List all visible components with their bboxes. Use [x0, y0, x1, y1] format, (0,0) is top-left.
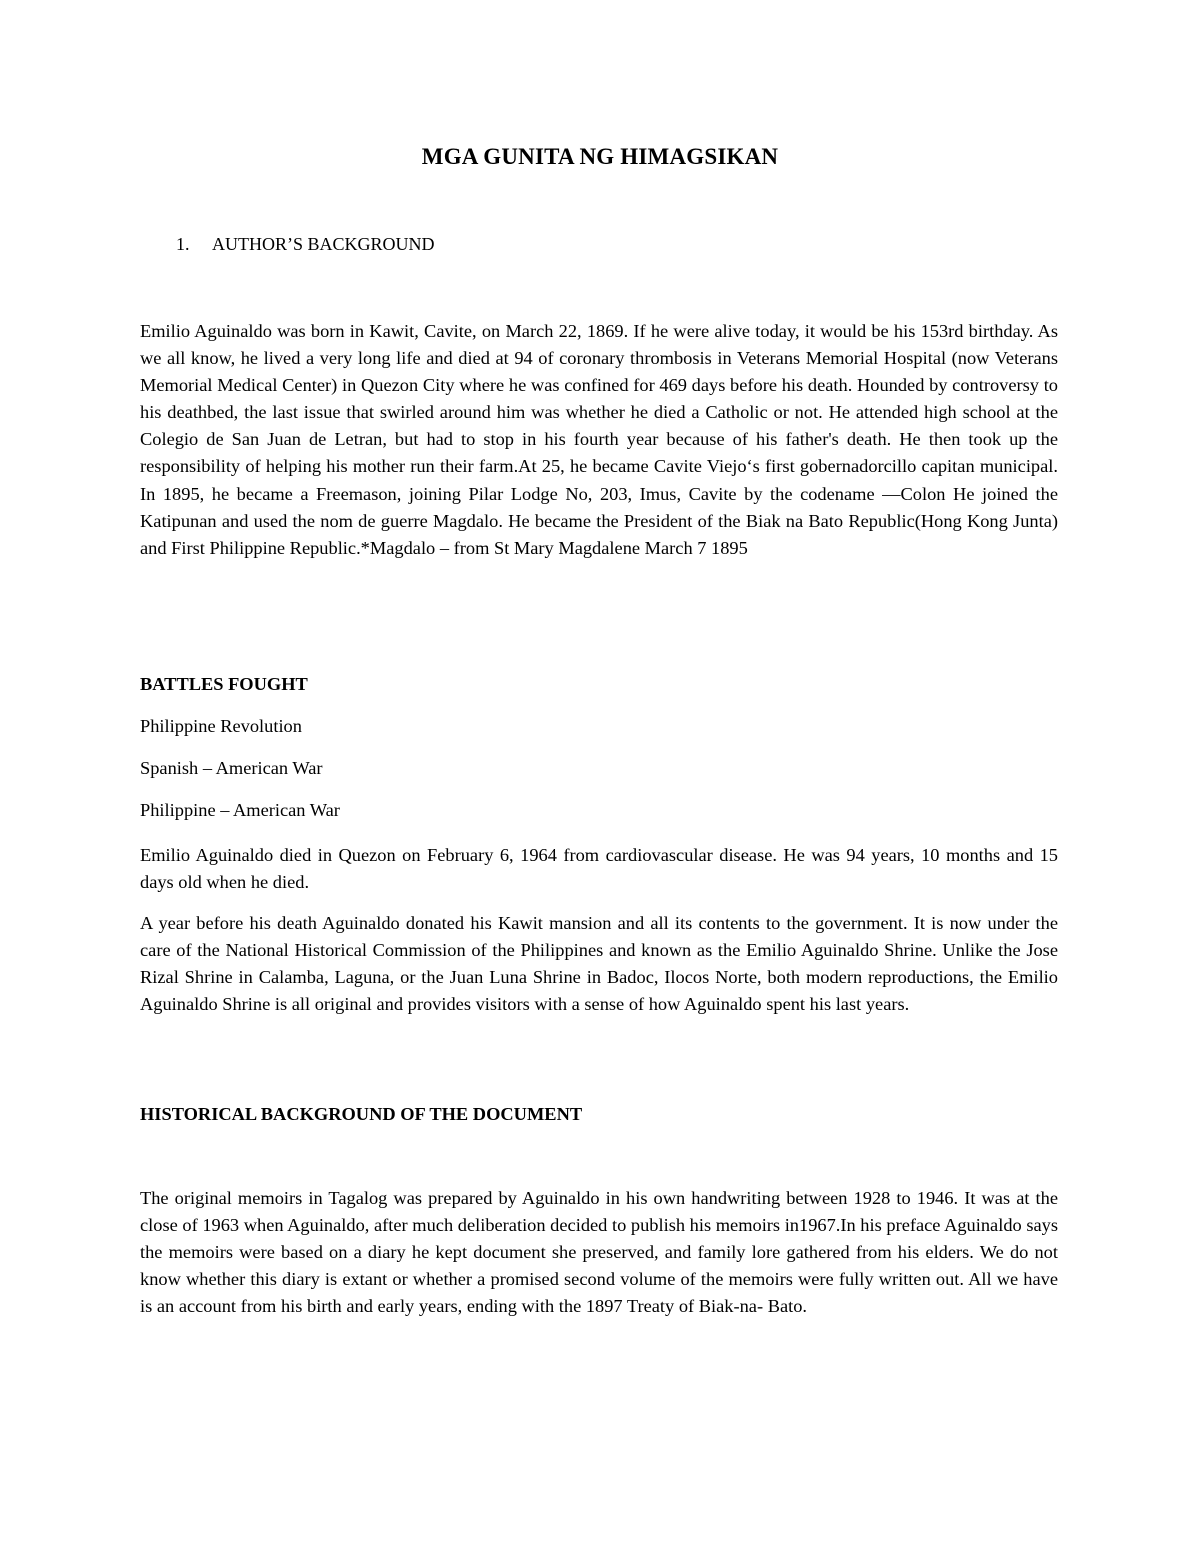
historical-background-paragraph: The original memoirs in Tagalog was prepared by Aguinaldo in his own handwriting between 1928 to 1946. It was at the close of 1963 when Aguinaldo, after much deliberation decided to publish his memoirs in1967.In his preface Aguinaldo says the memoirs were based on a diary he kept document she preserved, and family lore gathered from his elders. We do not know whether this diary is extant or whether a promised second volume of the memoirs were fully written out. All we have is an account from his birth and early years, ending with the 1897 Treaty of Biak-na- Bato. [140, 1188, 1058, 1317]
battle-item: Philippine Revolution [140, 716, 302, 736]
section-heading-authors-background [176, 234, 435, 255]
battle-item: Philippine – American War [140, 800, 340, 820]
author-background-paragraph: Emilio Aguinaldo was born in Kawit, Cavite, on March 22, 1869. If he were alive today, it would be his 153rd birthday. As we all know, he lived a very long life and died at 94 of coronary thrombosis in Veterans Memorial Hospital (now Veterans Memorial Medical Center) in Quezon City where he was confined for 469 days before his death. Hounded by controversy to his deathbed, the last issue that swirled around him was whether he died a Catholic or not. He attended high school at the Colegio de San Juan de Letran, but had to stop in his fourth year because of his father's death. He then took up the responsibility of helping his mother run their farm.At 25, he became Cavite Viejo‘s first gobernadorcillo capitan municipal. In 1895, he became a Freemason, joining Pilar Lodge No, 203, Imus, Cavite by the codename —Colon He joined the Katipunan and used the nom de guerre Magdalo. He became the President of the Biak na Bato Republic(Hong Kong Junta) and First Philippine Republic.*Magdalo – from St Mary Magdalene March 7 1895 [140, 321, 1058, 558]
death-paragraph: Emilio Aguinaldo died in Quezon on February 6, 1964 from cardiovascular disease. He was 94 years, 10 months and 15 days old when he died. [140, 845, 1058, 893]
shrine-paragraph: A year before his death Aguinaldo donated his Kawit mansion and all its contents to the government. It is now under the care of the National Historical Commission of the Philippines and known as the Emilio Aguinaldo Shrine. Unlike the Jose Rizal Shrine in Calamba, Laguna, or the Juan Luna Shrine in Badoc, Ilocos Norte, both modern reproductions, the Emilio Aguinaldo Shrine is all original and provides visitors with a sense of how Aguinaldo spent his last years. [140, 913, 1058, 1015]
battles-fought-heading: BATTLES FOUGHT [140, 674, 308, 694]
historical-background-heading: HISTORICAL BACKGROUND OF THE DOCUMENT [140, 1104, 583, 1124]
document-title: MGA GUNITA NG HIMAGSIKAN [421, 144, 779, 169]
battle-item: Spanish – American War [140, 758, 323, 778]
section-number: 1. [176, 234, 190, 254]
section-heading-text: AUTHOR’S BACKGROUND [212, 234, 435, 254]
